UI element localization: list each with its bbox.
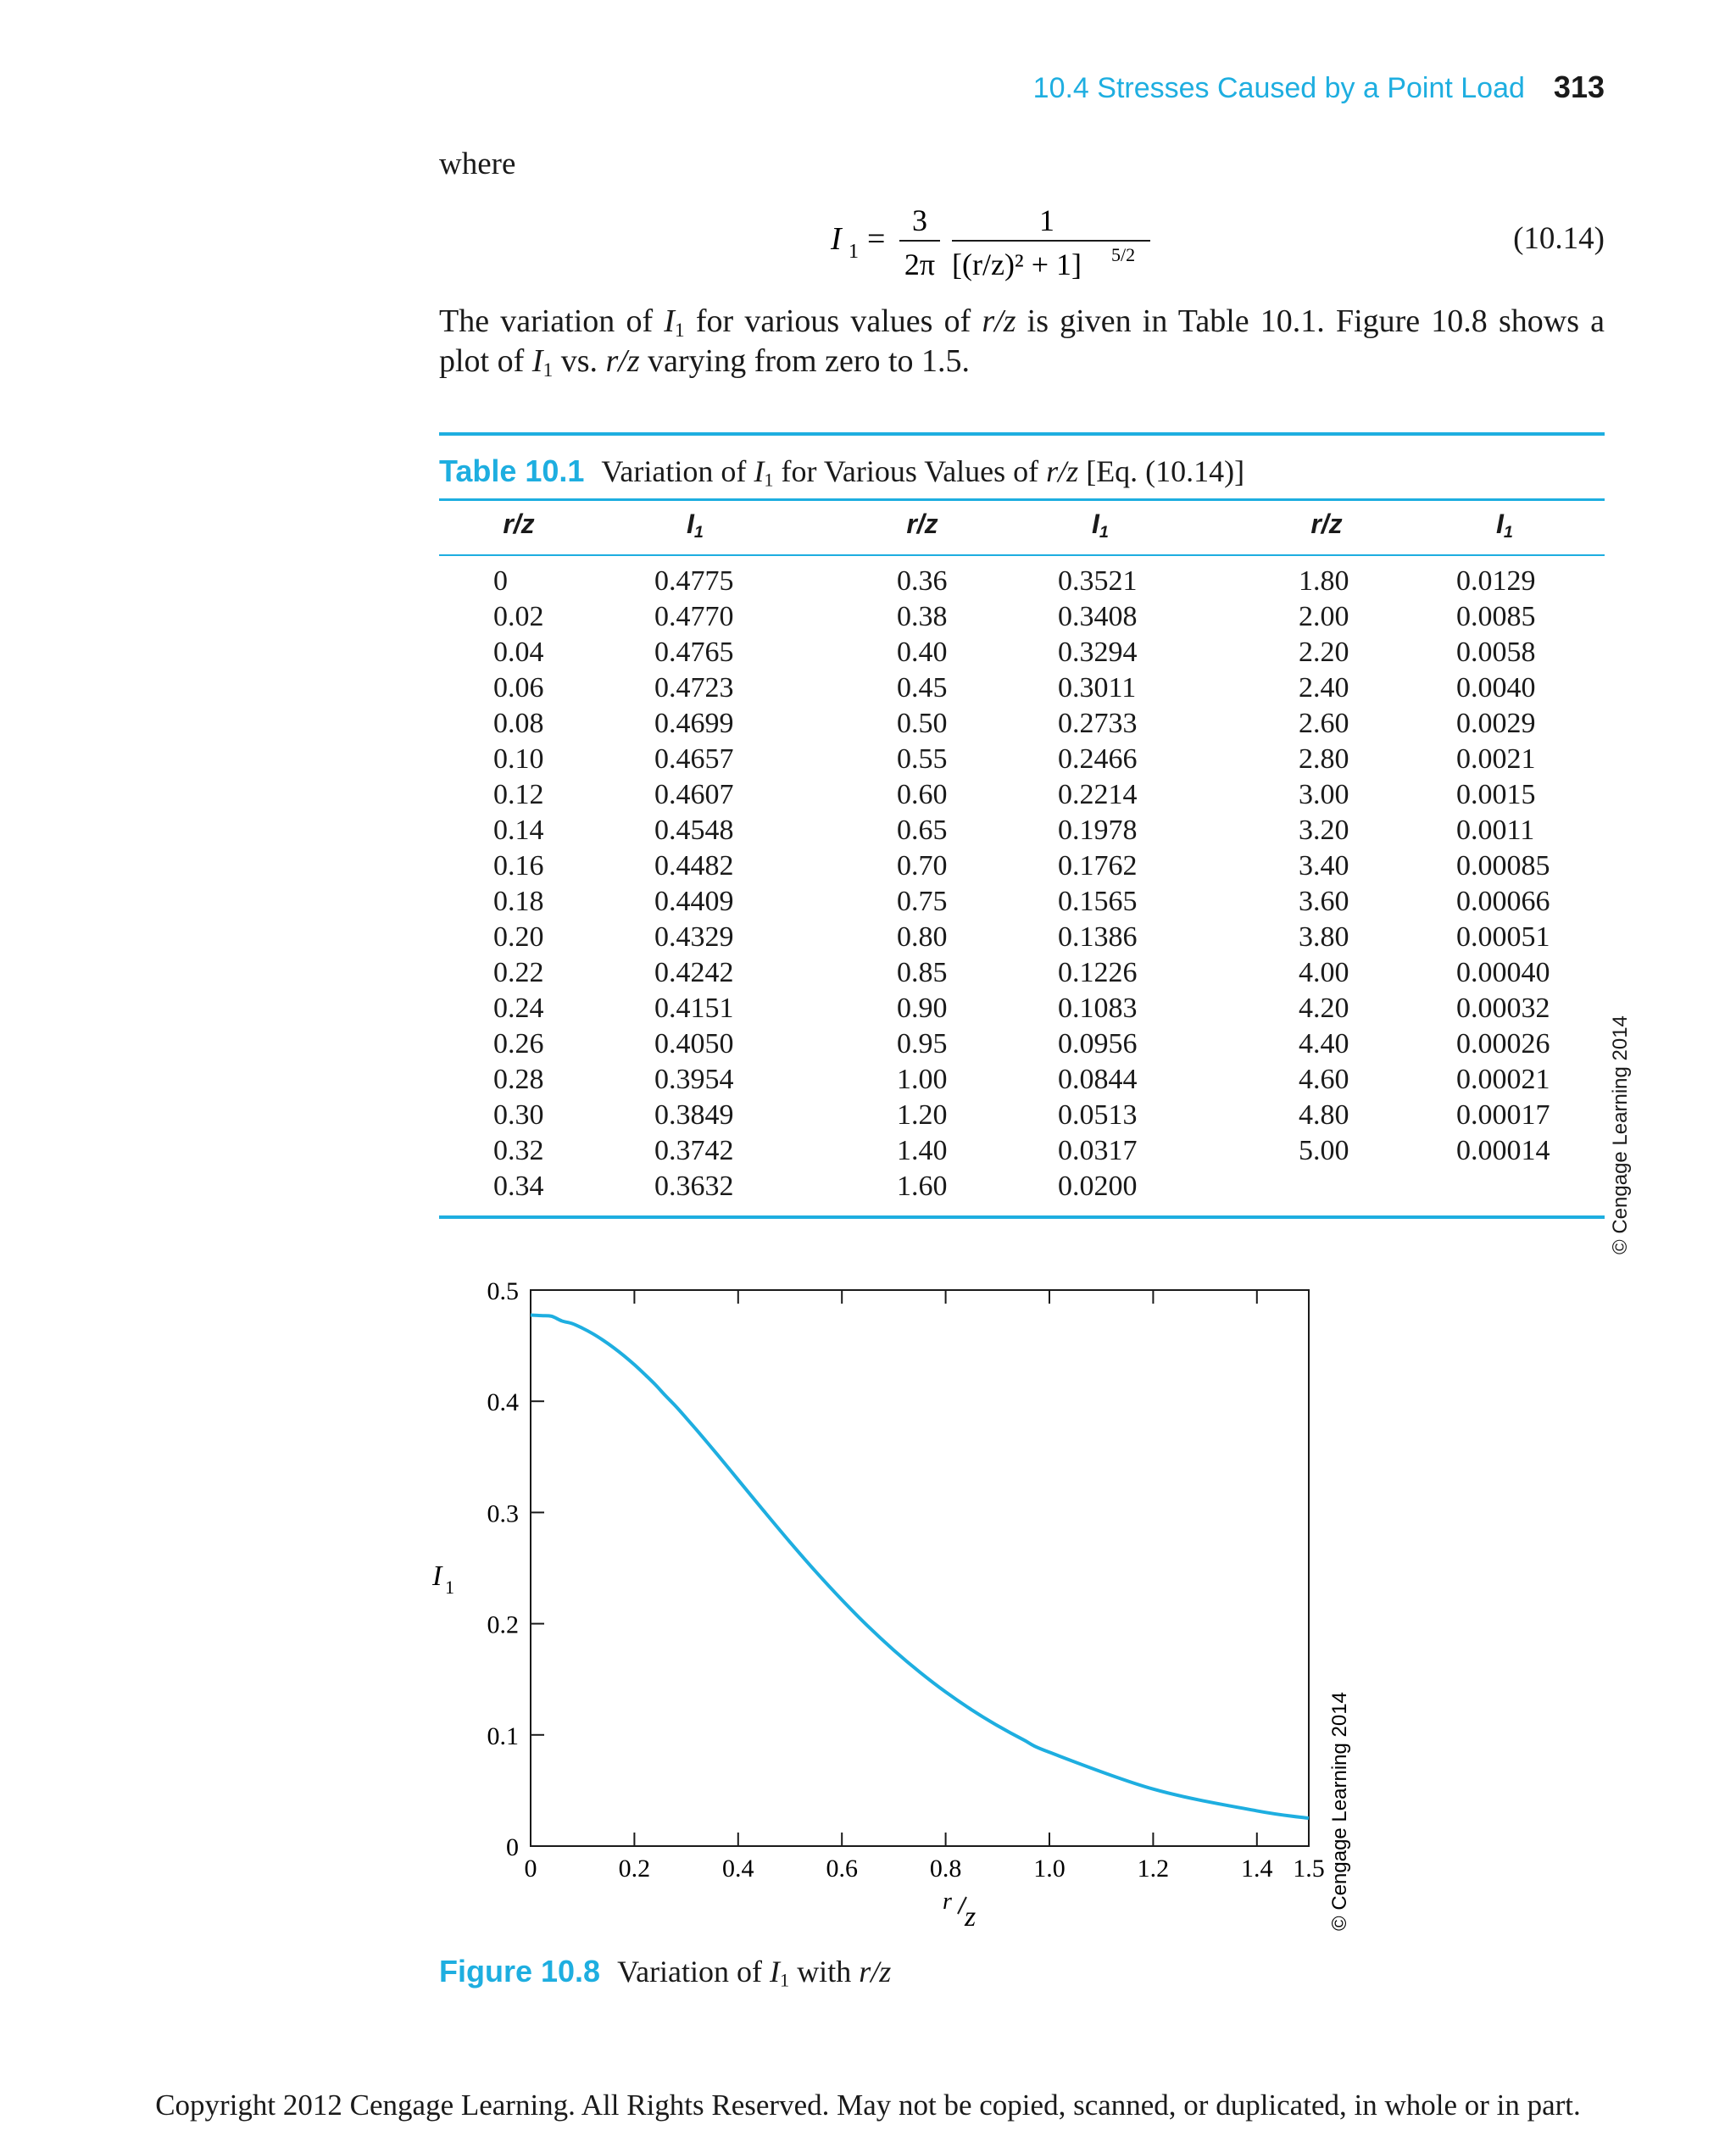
x-tick-label: 0 — [524, 1855, 537, 1883]
table-cell: 0.4699 — [654, 708, 734, 739]
table-cell: 0.36 — [897, 565, 948, 597]
x-tick-label: 0.8 — [929, 1855, 962, 1883]
equation-10-14 — [826, 197, 1182, 298]
table-cell: 0.3294 — [1058, 637, 1138, 668]
table-caption-text-1: Variation of — [601, 454, 754, 488]
eq-lhs: I — [831, 221, 842, 257]
table-cell: 0.2466 — [1058, 743, 1138, 775]
table-cell: 0.02 — [493, 601, 544, 632]
table-cell: 0.28 — [493, 1064, 544, 1095]
y-tick-label: 0.5 — [487, 1277, 519, 1305]
table-cell: 0.08 — [493, 708, 544, 739]
para-sub-2: 1 — [542, 359, 554, 381]
table-cell: 0.55 — [897, 743, 948, 775]
table-column-rz-2 — [897, 564, 948, 1204]
para-text-2: for various values of — [684, 303, 982, 339]
table-cell: 0.4482 — [654, 850, 734, 882]
table-cell: 0.14 — [493, 815, 544, 846]
x-tick-label: 0.4 — [722, 1855, 754, 1883]
table-cell: 0.3742 — [654, 1135, 734, 1166]
table-cell: 0.4775 — [654, 565, 734, 597]
equation-number: (10.14) — [1513, 221, 1605, 256]
figure-caption-text-2: with — [789, 1955, 860, 1988]
table-cell: 1.00 — [897, 1064, 948, 1095]
table-cell: 0.0956 — [1058, 1028, 1138, 1060]
y-tick-label: 0.4 — [487, 1388, 519, 1417]
table-cell: 0.40 — [897, 637, 948, 668]
table-cell: 0.3954 — [654, 1064, 734, 1095]
table-cell: 0.0085 — [1456, 601, 1536, 632]
table-cell: 4.40 — [1299, 1028, 1349, 1060]
table-cell: 0.16 — [493, 850, 544, 882]
table-cell: 4.20 — [1299, 993, 1349, 1024]
table-cell: 2.20 — [1299, 637, 1349, 668]
table-cell: 4.60 — [1299, 1064, 1349, 1095]
table-cell: 0.4770 — [654, 601, 734, 632]
table-cell: 0.3521 — [1058, 565, 1138, 597]
table-cell: 0.0021 — [1456, 743, 1536, 775]
table-cell: 0.4765 — [654, 637, 734, 668]
table-cell: 2.60 — [1299, 708, 1349, 739]
table-credit-text: © Cengage Learning 2014 — [1609, 1015, 1632, 1254]
figure-caption — [439, 1954, 891, 1989]
x-tick-label: 1.4 — [1241, 1855, 1273, 1883]
table-cell: 0.0029 — [1456, 708, 1536, 739]
eq-den-exponent: 5/2 — [1111, 244, 1136, 265]
figure-caption-sub: 1 — [780, 1969, 790, 1991]
figure-caption-symbol: I — [770, 1955, 781, 1988]
table-cell: 0.3011 — [1058, 672, 1137, 704]
table-cell: 0.0015 — [1456, 779, 1536, 810]
table-header-rz-3: r/z — [1310, 509, 1343, 539]
table-header-i-1 — [687, 509, 704, 540]
x-tick-label: 1.5 — [1293, 1855, 1325, 1883]
header-i-sub: 1 — [1503, 522, 1513, 542]
chart-frame — [531, 1290, 1309, 1846]
x-tick-label: 1.0 — [1033, 1855, 1066, 1883]
table-cell: 0.00085 — [1456, 850, 1550, 882]
header-i-sub: 1 — [693, 522, 704, 542]
table-header-i-3 — [1496, 509, 1513, 540]
figure-label: Figure 10.8 — [439, 1954, 601, 1988]
para-text-3: is given in Table 10.1. Figure 10.8 shows a plot of — [439, 303, 1605, 379]
table-header-top-rule — [439, 498, 1605, 501]
table-cell: 0.1565 — [1058, 886, 1138, 917]
table-cell: 0.4409 — [654, 886, 734, 917]
table-cell: 0.1386 — [1058, 921, 1138, 953]
table-cell: 2.00 — [1299, 601, 1349, 632]
table-cell: 0.0844 — [1058, 1064, 1138, 1095]
copyright-footer: Copyright 2012 Cengage Learning. All Rights Reserved. May not be copied, scanned, or duplicated, in whole or in part. — [155, 2089, 1581, 2122]
para-text-5: varying from zero to 1.5. — [639, 343, 971, 379]
table-column-i-1 — [654, 564, 734, 1204]
table-header-bottom-rule — [439, 554, 1605, 556]
header-i-letter: I — [687, 509, 694, 539]
page-number: 313 — [1553, 70, 1605, 104]
table-cell: 0.4050 — [654, 1028, 734, 1060]
table-cell: 0.4548 — [654, 815, 734, 846]
table-cell: 0.06 — [493, 672, 544, 704]
table-cell: 0.45 — [897, 672, 948, 704]
table-cell: 0.32 — [493, 1135, 544, 1166]
eq-lhs-sub: 1 — [849, 241, 859, 263]
para-symbol-i1-b: I — [531, 343, 543, 379]
table-cell: 2.80 — [1299, 743, 1349, 775]
table-cell: 0.2733 — [1058, 708, 1138, 739]
table-caption — [439, 453, 1244, 489]
table-cell: 0.4723 — [654, 672, 734, 704]
table-cell: 0.00014 — [1456, 1135, 1550, 1166]
figure-10-8-chart — [407, 1263, 1373, 1950]
eq-num-1: 1 — [1039, 203, 1054, 237]
table-cell: 0.00021 — [1456, 1064, 1550, 1095]
x-tick-label: 1.2 — [1137, 1855, 1170, 1883]
table-cell: 0.04 — [493, 637, 544, 668]
table-cell: 0.4329 — [654, 921, 734, 953]
chart-series-line — [531, 1315, 1309, 1819]
x-tick-label: 0.6 — [826, 1855, 858, 1883]
table-cell: 3.20 — [1299, 815, 1349, 846]
table-caption-sub: 1 — [764, 469, 774, 491]
table-cell: 0.0513 — [1058, 1099, 1138, 1131]
table-cell: 0.1978 — [1058, 815, 1138, 846]
eq-equals: = — [867, 221, 886, 257]
table-cell: 0.0317 — [1058, 1135, 1138, 1166]
chart-xlabel-r: r — [943, 1888, 952, 1915]
table-cell: 0.90 — [897, 993, 948, 1024]
table-cell: 0.60 — [897, 779, 948, 810]
chart-ylabel: I — [432, 1560, 442, 1592]
table-cell: 0.85 — [897, 957, 948, 988]
para-text-1: The variation of — [439, 303, 665, 339]
table-cell: 0.00026 — [1456, 1028, 1550, 1060]
header-i-letter: I — [1496, 509, 1504, 539]
eq-den-bracket: [(r/z)² + 1] — [952, 248, 1082, 281]
where-text: where — [439, 147, 516, 181]
table-cell: 0.18 — [493, 886, 544, 917]
table-cell: 0.1762 — [1058, 850, 1138, 882]
table-cell: 1.80 — [1299, 565, 1349, 597]
table-cell: 0.00032 — [1456, 993, 1550, 1024]
table-cell: 0.34 — [493, 1171, 544, 1202]
body-paragraph — [439, 302, 1605, 381]
table-cell: 0.95 — [897, 1028, 948, 1060]
equation-graphic — [826, 197, 1182, 290]
table-cell: 0.26 — [493, 1028, 544, 1060]
chart-ticks — [487, 1277, 1325, 1883]
table-cell: 3.40 — [1299, 850, 1349, 882]
chart-ylabel-sub: 1 — [445, 1577, 454, 1598]
table-cell: 3.60 — [1299, 886, 1349, 917]
table-caption-symbol: I — [754, 454, 765, 488]
table-column-rz-1 — [493, 564, 544, 1204]
y-tick-label: 0.3 — [487, 1499, 519, 1528]
table-cell: 0.75 — [897, 886, 948, 917]
table-cell: 4.00 — [1299, 957, 1349, 988]
table-cell: 0.1083 — [1058, 993, 1138, 1024]
para-rz-b: r/z — [605, 343, 640, 379]
eq-num-3: 3 — [912, 203, 927, 237]
table-cell: 0.65 — [897, 815, 948, 846]
section-title: 10.4 Stresses Caused by a Point Load — [1032, 72, 1525, 104]
table-cell: 0.3632 — [654, 1171, 734, 1202]
table-cell: 0.2214 — [1058, 779, 1138, 810]
table-column-i-3 — [1456, 564, 1550, 1169]
table-cell: 0.0058 — [1456, 637, 1536, 668]
table-cell: 5.00 — [1299, 1135, 1349, 1166]
eq-den-2pi: 2π — [904, 248, 936, 281]
header-i-sub: 1 — [1099, 522, 1109, 542]
table-cell: 0.10 — [493, 743, 544, 775]
table-cell: 0.22 — [493, 957, 544, 988]
table-credit — [1609, 1015, 1643, 1254]
table-column-i-2 — [1058, 564, 1138, 1204]
table-cell: 3.80 — [1299, 921, 1349, 953]
chart-credit: © Cengage Learning 2014 — [1328, 1692, 1351, 1931]
table-cell: 0.24 — [493, 993, 544, 1024]
table-cell: 4.80 — [1299, 1099, 1349, 1131]
y-tick-label: 0.1 — [487, 1721, 519, 1750]
chart-data-points — [529, 1314, 1310, 1821]
x-tick-label: 0.2 — [618, 1855, 651, 1883]
table-cell: 0.00017 — [1456, 1099, 1550, 1131]
table-cell: 0.0040 — [1456, 672, 1536, 704]
table-cell: 0.00040 — [1456, 957, 1550, 988]
table-cell: 1.40 — [897, 1135, 948, 1166]
table-caption-text-2: for Various Values of — [773, 454, 1047, 488]
table-cell: 0.4151 — [654, 993, 734, 1024]
table-cell: 0.4657 — [654, 743, 734, 775]
table-header-i-2 — [1092, 509, 1109, 540]
table-cell: 0.30 — [493, 1099, 544, 1131]
table-cell: 1.20 — [897, 1099, 948, 1131]
table-top-rule — [439, 432, 1605, 436]
table-cell: 0.38 — [897, 601, 948, 632]
table-cell: 0.50 — [897, 708, 948, 739]
para-symbol-i1: I — [664, 303, 675, 339]
para-rz: r/z — [982, 303, 1016, 339]
table-cell: 0.3408 — [1058, 601, 1138, 632]
header-i-letter: I — [1092, 509, 1099, 539]
table-cell: 0.4242 — [654, 957, 734, 988]
table-cell: 0.3849 — [654, 1099, 734, 1131]
table-cell: 0.20 — [493, 921, 544, 953]
table-cell: 0.0129 — [1456, 565, 1536, 597]
para-sub-1: 1 — [674, 319, 685, 342]
table-cell: 3.00 — [1299, 779, 1349, 810]
table-cell: 0.0011 — [1456, 815, 1535, 846]
table-cell: 0.70 — [897, 850, 948, 882]
y-tick-label: 0.2 — [487, 1610, 519, 1639]
figure-caption-rz: r/z — [859, 1955, 892, 1988]
table-cell: 0.0200 — [1058, 1171, 1138, 1202]
table-cell: 2.40 — [1299, 672, 1349, 704]
table-cell: 0.00051 — [1456, 921, 1550, 953]
table-cell: 1.60 — [897, 1171, 948, 1202]
chart-xlabel-z: z — [965, 1901, 976, 1933]
table-header-rz-1: r/z — [503, 509, 535, 539]
table-cell: 0 — [493, 565, 508, 597]
y-tick-label: 0 — [506, 1833, 519, 1861]
table-cell: 0.80 — [897, 921, 948, 953]
table-column-rz-3 — [1299, 564, 1349, 1169]
figure-caption-text-1: Variation of — [617, 1955, 771, 1988]
table-caption-rz: r/z — [1046, 454, 1079, 488]
table-cell: 0.12 — [493, 779, 544, 810]
table-cell: 0.4607 — [654, 779, 734, 810]
table-cell: 0.00066 — [1456, 886, 1550, 917]
table-label: Table 10.1 — [439, 453, 585, 488]
table-bottom-rule — [439, 1215, 1605, 1219]
table-cell: 0.1226 — [1058, 957, 1138, 988]
running-header — [1033, 70, 1605, 105]
table-header-rz-2: r/z — [906, 509, 938, 539]
para-text-4: vs. — [553, 343, 606, 379]
table-caption-text-3: [Eq. (10.14)] — [1078, 454, 1245, 488]
